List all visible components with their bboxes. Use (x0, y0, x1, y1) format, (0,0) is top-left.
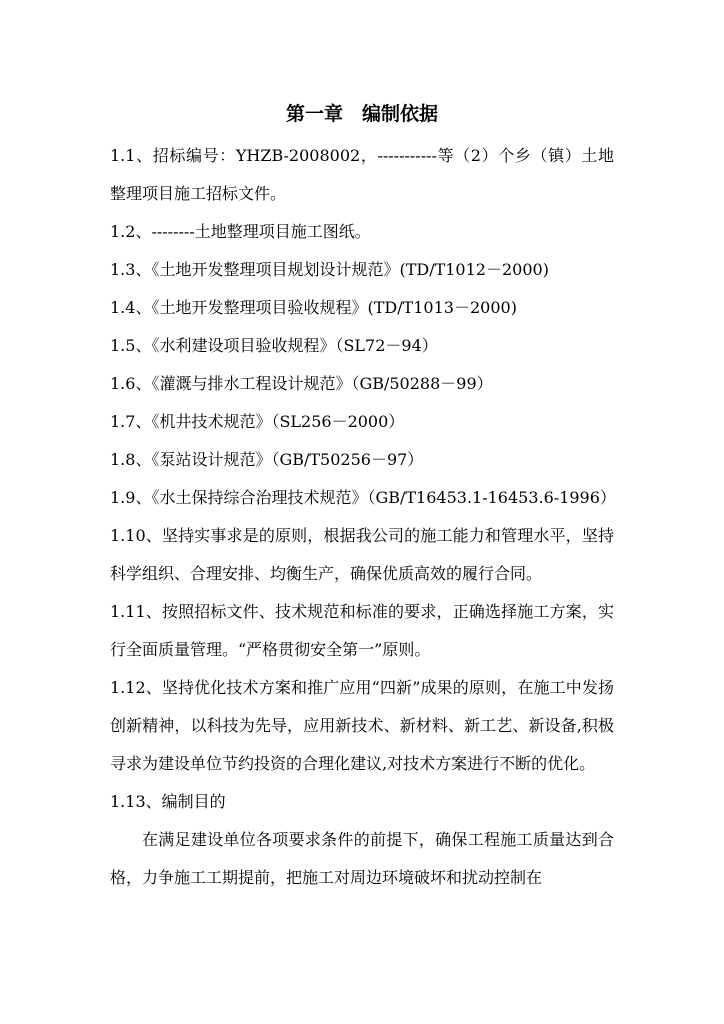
paragraph-purpose-text: 在满足建设单位各项要求条件的前提下，确保工程施工质量达到合格，力争施工工期提前，把施工对周边环境破坏和扰动控制在 (110, 830, 614, 887)
document-body (110, 137, 614, 897)
paragraph-1-2: 1.2、--------土地整理项目施工图纸。 (110, 222, 371, 241)
paragraph-1-13: 1.13、编制目的 (110, 792, 226, 811)
paragraph-1-4: 1.4、《土地开发整理项目验收规程》(TD/T1013－2000) (110, 298, 517, 317)
paragraph-1-9: 1.9、《水土保持综合治理技术规范》（GB/T16453.1-16453.6-1996） (110, 488, 616, 507)
paragraph-1-1: 1.1、招标编号：YHZB-2008002，-----------等（2）个乡（镇）土地整理项目施工招标文件。 (110, 146, 614, 203)
paragraph-1-11: 1.11、按照招标文件、技术规范和标准的要求，正确选择施工方案，实行全面质量管理。“严格贯彻安全第一”原则。 (110, 602, 614, 659)
paragraph-1-8: 1.8、《泵站设计规范》（GB/T50256－97） (110, 450, 424, 469)
paragraph-1-6: 1.6、《灌溉与排水工程设计规范》（GB/50288－99） (110, 374, 493, 393)
paragraph-1-7: 1.7、《机井技术规范》（SL256－2000） (110, 412, 405, 431)
paragraph-1-3: 1.3、《土地开发整理项目规划设计规范》(TD/T1012－2000) (110, 260, 549, 279)
chapter-title: 第一章 编制依据 (285, 103, 438, 125)
paragraph-1-10: 1.10、坚持实事求是的原则，根据我公司的施工能力和管理水平，坚持科学组织、合理安排、均衡生产，确保优质高效的履行合同。 (110, 526, 614, 583)
paragraph-1-12: 1.12、坚持优化技术方案和推广应用“四新”成果的原则，在施工中发扬创新精神，以科技为先导，应用新技术、新材料、新工艺、新设备,积极寻求为建设单位节约投资的合理化建议,对技术方案进行不断的优化。 (110, 678, 614, 773)
paragraph-1-5: 1.5、《水利建设项目验收规程》（SL72－94） (110, 336, 438, 355)
